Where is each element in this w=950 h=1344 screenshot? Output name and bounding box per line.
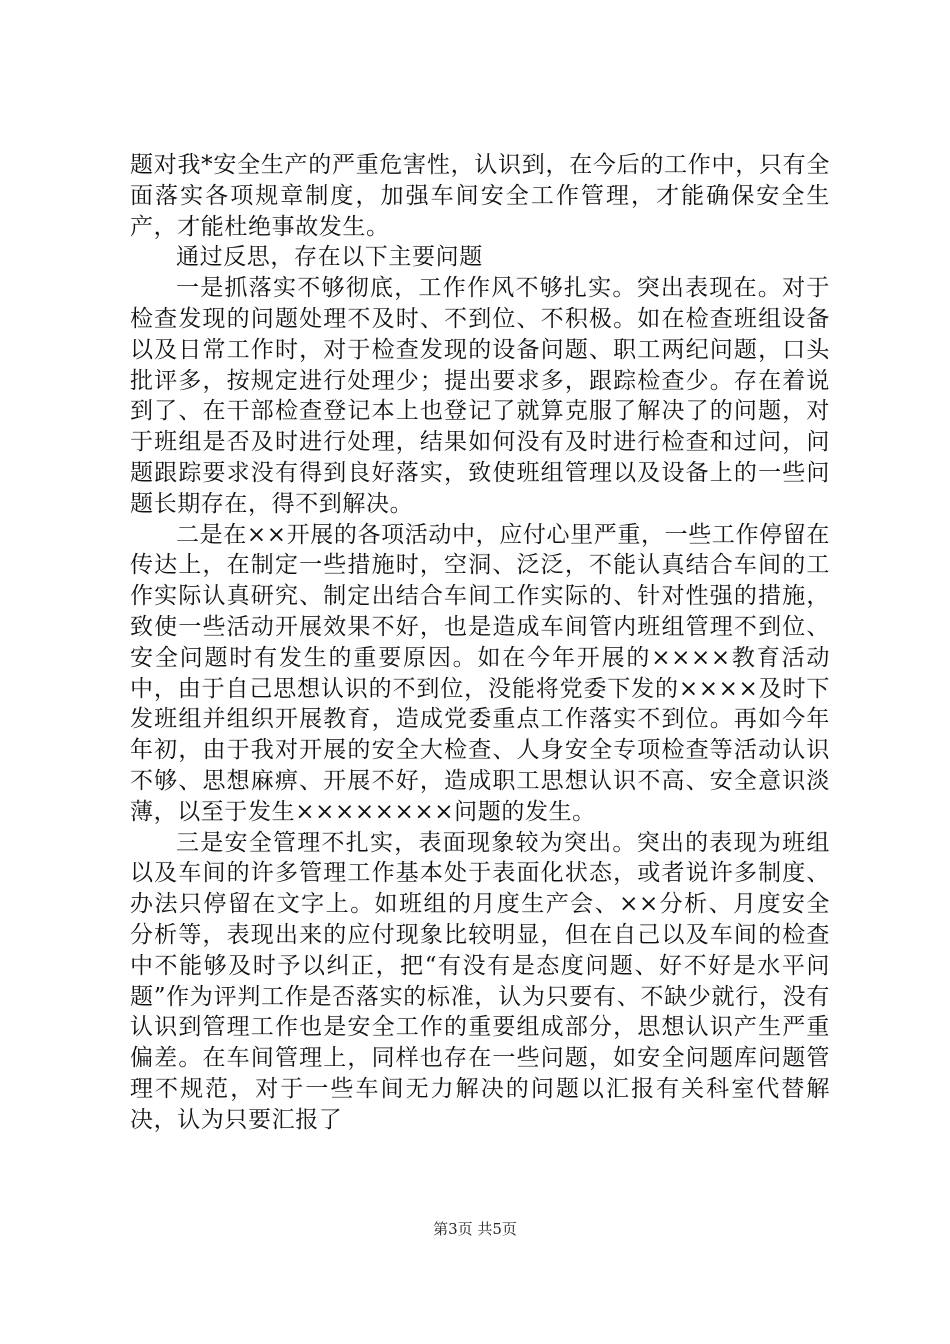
page-number-footer: 第3页 共5页 — [433, 1220, 517, 1238]
paragraph: 二是在××开展的各项活动中，应付心里严重，一些工作停留在传达上，在制定一些措施时，空洞、泛泛，不能认真结合车间的工作实际认真研究、制定出结合车间工作实际的、针对性强的措施，致使一些活动开展效果不好，也是造成车间管内班组管理不到位、安全问题时有发生的重要原因。如在今年开展的××××教育活动中，由于自己思想认识的不到位，没能将党委下发的××××及时下发班组并组织开展教育，造成党委重点工作落实不到位。再如今年年初，由于我对开展的安全大检查、人身安全专项检查等活动认识不够、思想麻痹、开展不好，造成职工思想认识不高、安全意识淡薄，以至于发生××××××××问题的发生。 — [130, 521, 830, 825]
paragraph: 三是安全管理不扎实，表面现象较为突出。突出的表现为班组以及车间的许多管理工作基本处于表面化状态，或者说许多制度、办法只停留在文字上。如班组的月度生产会、××分析、月度安全分析等，表现出来的应付现象比较明显，但在自己以及车间的检查中不能够及时予以纠正，把“有没有是态度问题、好不好是水平问题”作为评判工作是否落实的标准，认为只要有、不缺少就行，没有认识到管理工作也是安全工作的重要组成部分，思想认识产生严重偏差。在车间管理上，同样也存在一些问题，如安全问题库问题管理不规范，对于一些车间无力解决的问题以汇报有关科室代替解决，认为只要汇报了 — [130, 829, 830, 1133]
document-body — [130, 150, 830, 1136]
paragraph: 一是抓落实不够彻底，工作作风不够扎实。突出表现在。对于检查发现的问题处理不及时、不到位、不积极。如在检查班组设备以及日常工作时，对于检查发现的设备问题、职工两纪问题，口头批评多，按规定进行处理少；提出要求多，跟踪检查少。存在着说到了、在干部检查登记本上也登记了就算克服了解决了的问题，对于班组是否及时进行处理，结果如何没有及时进行检查和过问，问题跟踪要求没有得到良好落实，致使班组管理以及设备上的一些问题长期存在，得不到解决。 — [130, 275, 830, 517]
paragraph: 题对我*安全生产的严重危害性，认识到，在今后的工作中，只有全面落实各项规章制度，加强车间安全工作管理，才能确保安全生产，才能杜绝事故发生。 — [130, 152, 830, 240]
paragraph: 通过反思，存在以下主要问题 — [176, 244, 483, 271]
